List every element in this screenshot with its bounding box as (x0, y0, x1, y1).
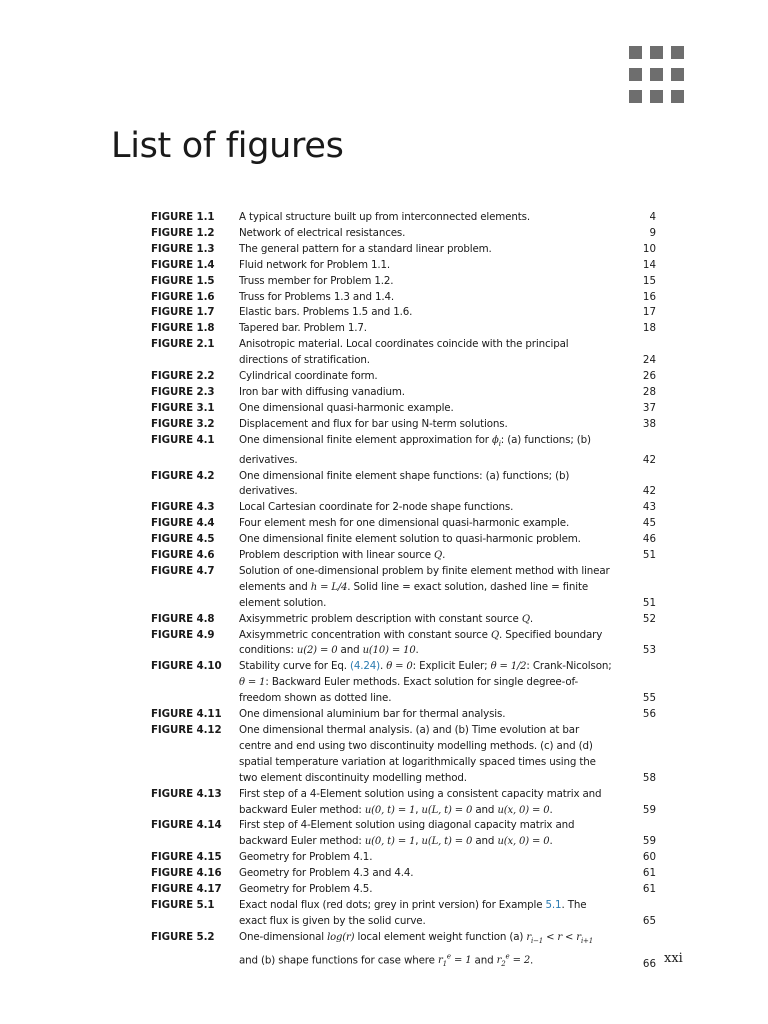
ornament-square (650, 46, 663, 59)
ornament-square (629, 90, 642, 103)
figure-entry[interactable] (151, 898, 656, 930)
figure-caption: One dimensional finite element solution to quasi-harmonic problem. (239, 533, 581, 546)
figure-caption: One dimensional quasi-harmonic example. (239, 401, 454, 414)
figure-entry[interactable] (151, 417, 656, 433)
figure-caption: Elastic bars. Problems 1.5 and 1.6. (239, 306, 413, 319)
figure-label: FIGURE 4.1 (151, 433, 215, 446)
figure-page-number: 53 (642, 644, 656, 657)
figure-entry[interactable] (151, 305, 656, 321)
ornament-square (650, 90, 663, 103)
figure-entry[interactable] (151, 548, 656, 564)
figure-label: FIGURE 3.1 (151, 401, 215, 414)
figure-page-number: 42 (642, 485, 656, 498)
math-expression: u(10) = 10 (362, 645, 416, 657)
figure-page-number: 52 (642, 612, 656, 625)
figure-entry[interactable] (151, 321, 656, 337)
figure-label: FIGURE 4.17 (151, 883, 222, 896)
math-expression: u(2) = 0 (296, 645, 338, 657)
math-expression: Q (521, 613, 530, 625)
math-expression: θ = 1/2 (490, 661, 527, 673)
figure-entry[interactable] (151, 469, 656, 501)
cross-reference-link[interactable]: 5.1 (545, 898, 562, 911)
figure-caption: Tapered bar. Problem 1.7. (239, 322, 367, 335)
figure-caption: Geometry for Problem 4.5. (239, 883, 373, 896)
figure-page-number: 46 (642, 533, 656, 546)
figure-caption: The general pattern for a standard linear problem. (239, 242, 492, 255)
figure-entry[interactable] (151, 707, 656, 723)
figure-label: FIGURE 4.10 (151, 660, 222, 673)
figure-label: FIGURE 1.8 (151, 322, 215, 335)
figure-page-number: 61 (642, 883, 656, 896)
figure-page-number: 15 (642, 274, 656, 287)
figure-label: FIGURE 4.4 (151, 517, 215, 530)
figure-label: FIGURE 4.15 (151, 851, 222, 864)
figure-caption: One-dimensional log(r) local element weight function (a) $r_{i-1} < r < r_{i+1}$ and (b) shape functions for case where $r_1^e = 1$ and $r_2^e = 2$. (239, 930, 594, 969)
figure-caption: Axisymmetric concentration with constant source Q. Specified boundary conditions: u(2) = 0 and u(10) = 10. (239, 628, 603, 657)
figure-entry[interactable] (151, 401, 656, 417)
figure-entry[interactable] (151, 612, 656, 628)
figure-label: FIGURE 4.3 (151, 501, 215, 514)
figure-page-number: 58 (642, 771, 656, 784)
math-expression: u(L, t) = 0 (421, 836, 473, 848)
figure-label: FIGURE 1.3 (151, 242, 215, 255)
figure-label: FIGURE 4.7 (151, 564, 215, 577)
figure-label: FIGURE 4.5 (151, 533, 215, 546)
figure-entry[interactable] (151, 210, 656, 226)
figure-page-number: 66 (642, 958, 656, 971)
figure-caption: Geometry for Problem 4.3 and 4.4. (239, 867, 414, 880)
figure-entry[interactable] (151, 787, 656, 819)
figure-entry[interactable] (151, 850, 656, 866)
figure-list (151, 210, 656, 973)
ornament-square (650, 68, 663, 81)
ornament-square (629, 68, 642, 81)
figure-caption: Local Cartesian coordinate for 2-node shape functions. (239, 501, 514, 514)
figure-label: FIGURE 1.7 (151, 306, 215, 319)
figure-page-number: 59 (642, 803, 656, 816)
figure-entry[interactable] (151, 385, 656, 401)
cross-reference-link[interactable]: (4.24) (349, 660, 381, 673)
figure-caption: Network of electrical resistances. (239, 226, 406, 239)
figure-page-number: 38 (642, 417, 656, 430)
math-expression: θ = 1 (239, 677, 266, 689)
math-expression: h = L/4 (310, 581, 348, 593)
figure-entry[interactable] (151, 866, 656, 882)
figure-caption: Fluid network for Problem 1.1. (239, 258, 391, 271)
figure-label: FIGURE 4.2 (151, 469, 215, 482)
math-expression: u(L, t) = 0 (421, 804, 473, 816)
figure-caption: Exact nodal flux (red dots; grey in print version) for Example 5.1. The exact flux is given by the solid curve. (239, 898, 587, 927)
figure-entry[interactable] (151, 500, 656, 516)
figure-label: FIGURE 2.2 (151, 370, 215, 383)
figure-page-number: 37 (642, 401, 656, 414)
figure-caption: A typical structure built up from interconnected elements. (239, 211, 530, 223)
figure-page-number: 45 (642, 517, 656, 530)
figure-label: FIGURE 1.6 (151, 290, 215, 303)
figure-caption: Stability curve for Eq. (4.24). θ = 0: Explicit Euler; θ = 1/2: Crank-Nicolson; θ = 1: Backward Euler methods. Exact solution for single degree-of-freedom shown as dotted line. (239, 660, 612, 705)
figure-page-number: 65 (642, 914, 656, 927)
figure-entry[interactable] (151, 564, 656, 612)
figure-caption: One dimensional aluminium bar for thermal analysis. (239, 708, 506, 721)
math-expression: θ = 0 (386, 661, 413, 673)
math-expression: log(r) (327, 931, 355, 943)
figure-entry[interactable] (151, 516, 656, 532)
figure-label: FIGURE 5.2 (151, 930, 215, 943)
figure-label: FIGURE 5.1 (151, 898, 215, 911)
ornament-square (671, 68, 684, 81)
page-title: List of figures (111, 126, 344, 166)
figure-page-number: 61 (642, 867, 656, 880)
figure-caption: One dimensional finite element approximation for $\phi_i$: (a) functions; (b) derivatives. (239, 433, 591, 466)
math-expression: u(x, 0) = 0 (497, 804, 550, 816)
figure-caption: Truss for Problems 1.3 and 1.4. (239, 290, 394, 303)
figure-label: FIGURE 4.13 (151, 787, 222, 800)
figure-entry[interactable] (151, 226, 656, 242)
figure-page-number: 14 (642, 258, 656, 271)
figure-entry[interactable] (151, 532, 656, 548)
page-number: xxi (664, 951, 683, 966)
figure-caption: Geometry for Problem 4.1. (239, 851, 373, 864)
figure-caption: One dimensional finite element shape functions: (a) functions; (b) derivatives. (239, 469, 570, 498)
math-expression: Q (434, 550, 443, 562)
figure-page-number: 16 (642, 290, 656, 303)
figure-page-number: 28 (642, 385, 656, 398)
figure-entry[interactable] (151, 628, 656, 660)
figure-caption: Axisymmetric problem description with constant source Q. (239, 612, 534, 625)
figure-caption: Displacement and flux for bar using N-term solutions. (239, 417, 508, 430)
figure-entry[interactable] (151, 930, 656, 973)
figure-label: FIGURE 4.8 (151, 612, 215, 625)
figure-page-number: 51 (642, 549, 656, 562)
ornament-square (671, 90, 684, 103)
figure-entry[interactable] (151, 337, 656, 369)
figure-caption: Iron bar with diffusing vanadium. (239, 385, 405, 398)
figure-label: FIGURE 4.11 (151, 708, 222, 721)
math-expression: u(0, t) = 1 (364, 804, 416, 816)
figure-label: FIGURE 1.2 (151, 226, 215, 239)
figure-label: FIGURE 3.2 (151, 417, 215, 430)
figure-page-number: 55 (642, 692, 656, 705)
figure-entry[interactable] (151, 274, 656, 290)
figure-page-number: 43 (642, 501, 656, 514)
figure-page-number: 24 (642, 354, 656, 367)
figure-label: FIGURE 4.12 (151, 724, 222, 736)
figure-label: FIGURE 4.6 (151, 549, 215, 562)
figure-label: FIGURE 4.16 (151, 867, 222, 880)
figure-entry[interactable] (151, 818, 656, 850)
figure-label: FIGURE 4.14 (151, 819, 222, 832)
figure-label: FIGURE 2.1 (151, 338, 215, 351)
figure-caption: Anisotropic material. Local coordinates coincide with the principal directions of stratification. (239, 338, 569, 367)
figure-page-number: 59 (642, 835, 656, 848)
figure-page-number: 10 (642, 242, 656, 255)
math-expression: $r_2^e = 2$ (496, 952, 531, 969)
figure-page-number: 9 (649, 226, 656, 239)
math-expression: Q (490, 629, 499, 641)
figure-page-number: 60 (642, 851, 656, 864)
math-expression: $\phi_i$ (492, 434, 501, 448)
math-expression: u(x, 0) = 0 (497, 836, 550, 848)
math-expression: $r_{i-1} < r < r_{i+1}$ (526, 931, 594, 945)
figure-page-number: 18 (642, 322, 656, 335)
figure-label: FIGURE 1.4 (151, 258, 215, 271)
figure-entry[interactable] (151, 723, 656, 787)
figure-entry[interactable] (151, 433, 656, 469)
figure-page-number: 51 (642, 596, 656, 609)
figure-page-number: 42 (642, 453, 656, 466)
math-expression: $r_1^e = 1$ (437, 952, 472, 969)
figure-label: FIGURE 4.9 (151, 628, 215, 641)
figure-entry[interactable] (151, 242, 656, 258)
grid-ornament-icon (629, 46, 684, 103)
figure-entry[interactable] (151, 882, 656, 898)
figure-entry[interactable] (151, 258, 656, 274)
figure-entry[interactable] (151, 369, 656, 385)
ornament-square (671, 46, 684, 59)
figure-caption: Problem description with linear source Q. (239, 549, 446, 562)
figure-page-number: 4 (649, 211, 656, 223)
figure-caption: Solution of one-dimensional problem by finite element method with linear elements and h = L/4. Solid line = exact solution, dashed line = finite element solution. (239, 564, 610, 609)
figure-caption: One dimensional thermal analysis. (a) and (b) Time evolution at bar centre and end using two discontinuity modelling methods. (c) and (d) spatial temperature variation at logarithmically spaced times using the two element discontinuity modelling method. (239, 724, 596, 784)
figure-page-number: 26 (642, 370, 656, 383)
figure-caption: First step of 4-Element solution using diagonal capacity matrix and backward Euler method: u(0, t) = 1, u(L, t) = 0 and u(x, 0) = 0. (239, 819, 575, 848)
figure-caption: Cylindrical coordinate form. (239, 370, 378, 383)
figure-caption: Truss member for Problem 1.2. (239, 274, 394, 287)
figure-caption: Four element mesh for one dimensional quasi-harmonic example. (239, 517, 570, 530)
figure-label: FIGURE 1.1 (151, 211, 215, 223)
figure-caption: First step of a 4-Element solution using a consistent capacity matrix and backward Euler method: u(0, t) = 1, u(L, t) = 0 and u(x, 0) = 0. (239, 787, 602, 816)
figure-page-number: 17 (642, 306, 656, 319)
figure-label: FIGURE 2.3 (151, 385, 215, 398)
figure-page-number: 56 (642, 708, 656, 721)
ornament-square (629, 46, 642, 59)
figure-label: FIGURE 1.5 (151, 274, 215, 287)
math-expression: u(0, t) = 1 (364, 836, 416, 848)
figure-entry[interactable] (151, 290, 656, 306)
figure-entry[interactable] (151, 659, 656, 707)
